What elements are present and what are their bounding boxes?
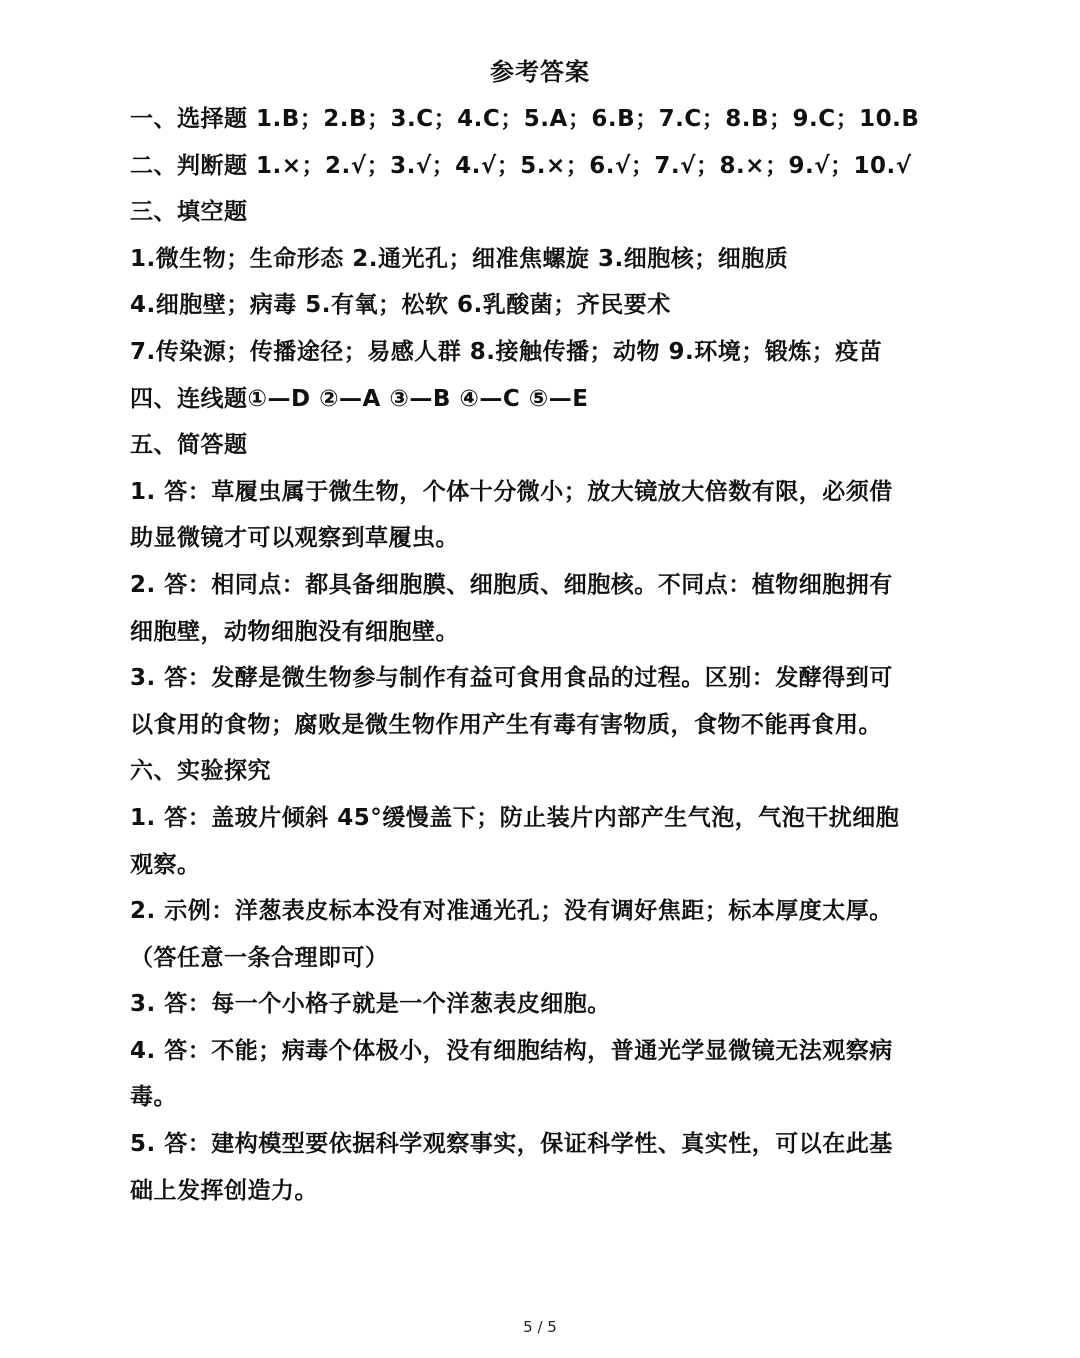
- answer-line: 3. 答：每一个小格子就是一个洋葱表皮细胞。: [130, 991, 611, 1018]
- answer-line: 毒。: [130, 1084, 177, 1111]
- answer-line: 观察。: [130, 851, 201, 878]
- page-title: 参考答案: [490, 58, 590, 86]
- answer-line: 础上发挥创造力。: [130, 1177, 318, 1204]
- section-heading: 三、填空题: [130, 199, 248, 226]
- answer-line: 7.传染源；传播途径；易感人群 8.接触传播；动物 9.环境；锻炼；疫苗: [130, 338, 883, 365]
- answer-line: （答任意一条合理即可）: [130, 944, 389, 971]
- answer-line: 1.微生物；生命形态 2.通光孔；细准焦螺旋 3.细胞核；细胞质: [130, 245, 789, 272]
- answer-line: 四、连线题①—D ②—A ③—B ④—C ⑤—E: [130, 385, 589, 412]
- answer-line: 助显微镜才可以观察到草履虫。: [130, 525, 459, 552]
- answer-line: 1. 答：盖玻片倾斜 45°缓慢盖下；防止装片内部产生气泡，气泡干扰细胞: [130, 804, 900, 831]
- answer-line: 以食用的食物；腐败是微生物作用产生有毒有害物质，食物不能再食用。: [130, 711, 882, 738]
- answer-line: 4.细胞壁；病毒 5.有氧；松软 6.乳酸菌；齐民要术: [130, 292, 671, 319]
- answer-line: 5. 答：建构模型要依据科学观察事实，保证科学性、真实性，可以在此基: [130, 1131, 893, 1158]
- answer-line: 一、选择题 1.B；2.B；3.C；4.C；5.A；6.B；7.C；8.B；9.C；10.B: [130, 106, 920, 132]
- answer-line: 4. 答：不能；病毒个体极小，没有细胞结构，普通光学显微镜无法观察病: [130, 1037, 893, 1064]
- answer-line: 3. 答：发酵是微生物参与制作有益可食用食品的过程。区别：发酵得到可: [130, 665, 893, 692]
- answer-line: 1. 答：草履虫属于微生物，个体十分微小；放大镜放大倍数有限，必须借: [130, 478, 893, 505]
- answer-line: 2. 答：相同点：都具备细胞膜、细胞质、细胞核。不同点：植物细胞拥有: [130, 571, 893, 598]
- answer-line: 细胞壁，动物细胞没有细胞壁。: [130, 618, 459, 645]
- answer-content: [130, 96, 960, 1214]
- section-heading: 五、简答题: [130, 432, 248, 459]
- page-number: 5 / 5: [523, 1318, 557, 1336]
- section-heading: 六、实验探究: [130, 758, 271, 785]
- answer-line: 2. 示例：洋葱表皮标本没有对准通光孔；没有调好焦距；标本厚度太厚。: [130, 898, 893, 925]
- answer-line: 二、判断题 1.×；2.√；3.√；4.√；5.×；6.√；7.√；8.×；9.√；10.√: [130, 152, 912, 179]
